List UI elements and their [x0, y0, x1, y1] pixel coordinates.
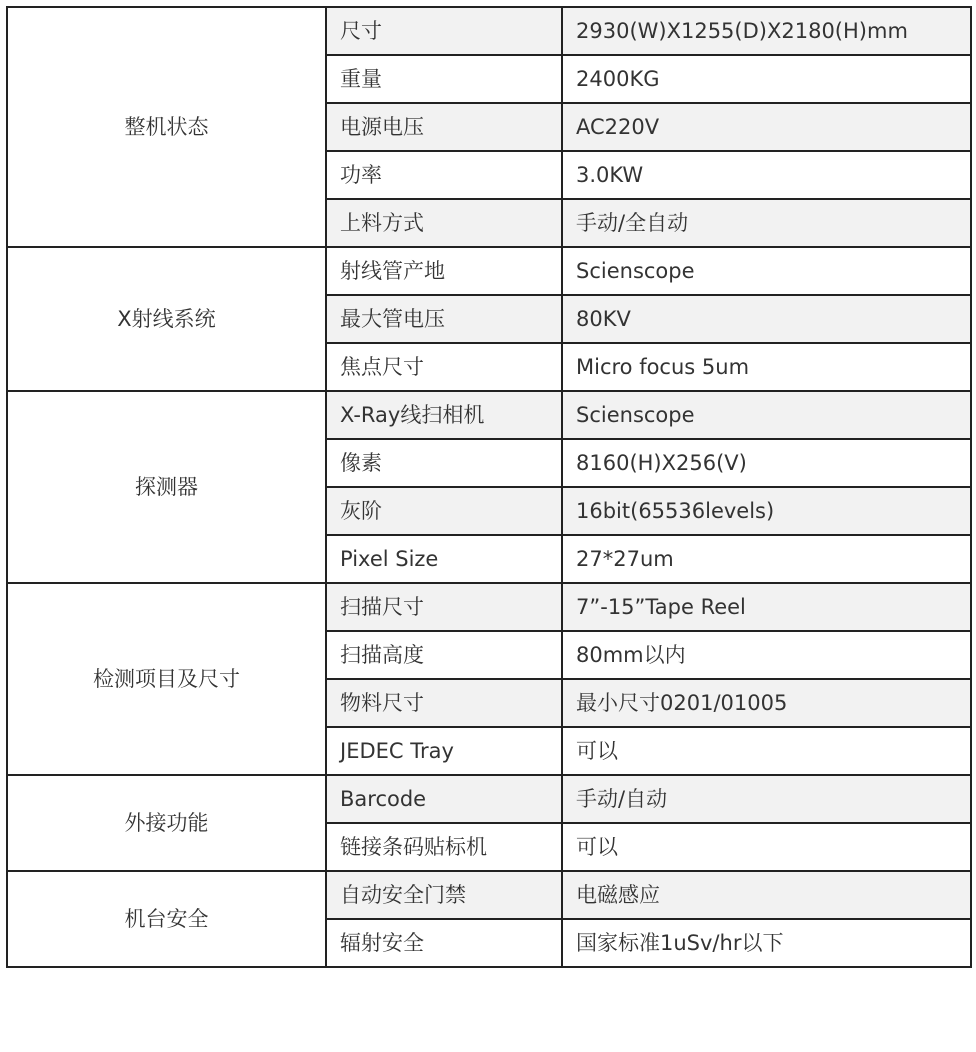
value-cell: 手动/全自动 [562, 199, 971, 247]
table-row [7, 7, 971, 55]
param-cell: 最大管电压 [326, 295, 562, 343]
param-cell: 焦点尺寸 [326, 343, 562, 391]
value-cell: 2400KG [562, 55, 971, 103]
value-cell: 80KV [562, 295, 971, 343]
value-cell: Micro focus 5um [562, 343, 971, 391]
param-cell: 链接条码贴标机 [326, 823, 562, 871]
value-cell: 16bit(65536levels) [562, 487, 971, 535]
category-cell: 探测器 [7, 391, 326, 583]
value-cell: 3.0KW [562, 151, 971, 199]
param-cell: Pixel Size [326, 535, 562, 583]
param-cell: 自动安全门禁 [326, 871, 562, 919]
param-cell: 物料尺寸 [326, 679, 562, 727]
value-cell: AC220V [562, 103, 971, 151]
param-cell: 灰阶 [326, 487, 562, 535]
category-cell: 外接功能 [7, 775, 326, 871]
value-cell: 80mm以内 [562, 631, 971, 679]
category-cell: 机台安全 [7, 871, 326, 967]
value-cell: Scienscope [562, 391, 971, 439]
table-row [7, 583, 971, 631]
param-cell: Barcode [326, 775, 562, 823]
category-cell: 检测项目及尺寸 [7, 583, 326, 775]
table-row [7, 391, 971, 439]
value-cell: 2930(W)X1255(D)X2180(H)mm [562, 7, 971, 55]
param-cell: 扫描尺寸 [326, 583, 562, 631]
param-cell: 功率 [326, 151, 562, 199]
value-cell: Scienscope [562, 247, 971, 295]
param-cell: 上料方式 [326, 199, 562, 247]
value-cell: 27*27um [562, 535, 971, 583]
param-cell: 扫描高度 [326, 631, 562, 679]
spec-table [6, 6, 972, 968]
param-cell: 电源电压 [326, 103, 562, 151]
param-cell: JEDEC Tray [326, 727, 562, 775]
param-cell: 射线管产地 [326, 247, 562, 295]
param-cell: 像素 [326, 439, 562, 487]
table-row [7, 871, 971, 919]
value-cell: 电磁感应 [562, 871, 971, 919]
value-cell: 可以 [562, 823, 971, 871]
value-cell: 手动/自动 [562, 775, 971, 823]
value-cell: 国家标准1uSv/hr以下 [562, 919, 971, 967]
value-cell: 可以 [562, 727, 971, 775]
table-row [7, 247, 971, 295]
table-row [7, 775, 971, 823]
param-cell: X-Ray线扫相机 [326, 391, 562, 439]
value-cell: 最小尺寸0201/01005 [562, 679, 971, 727]
param-cell: 重量 [326, 55, 562, 103]
value-cell: 8160(H)X256(V) [562, 439, 971, 487]
param-cell: 辐射安全 [326, 919, 562, 967]
category-cell: X射线系统 [7, 247, 326, 391]
param-cell: 尺寸 [326, 7, 562, 55]
category-cell: 整机状态 [7, 7, 326, 247]
value-cell: 7”-15”Tape Reel [562, 583, 971, 631]
